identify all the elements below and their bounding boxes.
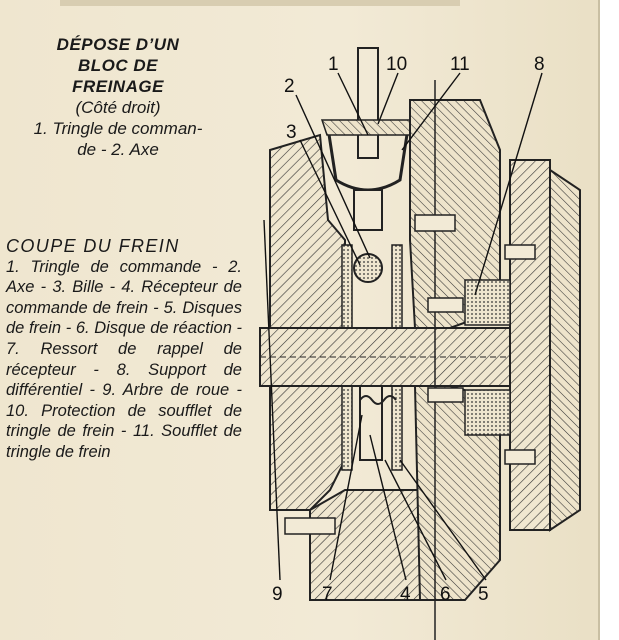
callout-11: 11 [450, 54, 470, 75]
caption-title-line-3: FREINAGE [72, 77, 164, 96]
section-caption-legend: 1. Tringle de commande - 2. Axe - 3. Bille - 4. Récepteur de commande de frein - 5. Disques de frein - 6. Disque de réaction - 7. Ressort de rappel de récepteur - 8. Support de différentiel - 9. Arbre de roue - 10. Protection de soufflet de tringle de frein - 11. Soufflet de tringle de frein [6, 257, 242, 461]
bearing-upper [465, 280, 510, 325]
reaction-disc [360, 375, 382, 460]
figure-caption-removal [0, 34, 236, 160]
top-scan-strip [60, 0, 460, 6]
boot-protection [322, 120, 415, 135]
control-rod [358, 48, 378, 158]
brake-disc-2 [392, 245, 402, 340]
callout-4: 4 [400, 584, 411, 605]
callout-7: 7 [322, 584, 333, 605]
callout-6: 6 [440, 584, 451, 605]
page-right-margin [598, 0, 619, 640]
callout-8: 8 [534, 54, 545, 75]
caption-legend-line-2: de - 2. Axe [77, 140, 159, 159]
stud-right-lower [505, 450, 535, 464]
callout-9: 9 [272, 584, 283, 605]
clevis [354, 190, 382, 230]
section-caption-title: COUPE DU FREIN [6, 236, 180, 256]
bolt-lower [285, 518, 335, 534]
caption-subtitle: (Côté droit) [75, 98, 161, 117]
bearing-lower [465, 390, 510, 435]
caption-title-line-2: BLOC DE [78, 56, 158, 75]
return-spring [360, 396, 396, 404]
callout-5: 5 [478, 584, 489, 605]
brake-disc-3 [342, 375, 352, 470]
brake-disc-4 [392, 375, 402, 470]
caption-title-line-1: DÉPOSE D’UN [56, 35, 180, 54]
brake-disc-1 [342, 245, 352, 340]
left-housing-lower [270, 385, 345, 510]
callout-1: 1 [328, 54, 339, 75]
bolt-mid-lower [428, 388, 463, 402]
bolt-upper [415, 215, 455, 231]
ball [354, 254, 382, 282]
crown-wheel [550, 170, 580, 530]
caption-legend-line-1: 1. Tringle de comman- [33, 119, 203, 138]
callout-10: 10 [386, 54, 408, 75]
stud-right-upper [505, 245, 535, 259]
callout-2: 2 [284, 76, 295, 97]
figure-caption-section [6, 236, 242, 463]
bolt-mid-upper [428, 298, 463, 312]
brake-section-diagram [250, 40, 598, 640]
callout-3: 3 [286, 122, 297, 143]
differential-support [510, 160, 550, 530]
